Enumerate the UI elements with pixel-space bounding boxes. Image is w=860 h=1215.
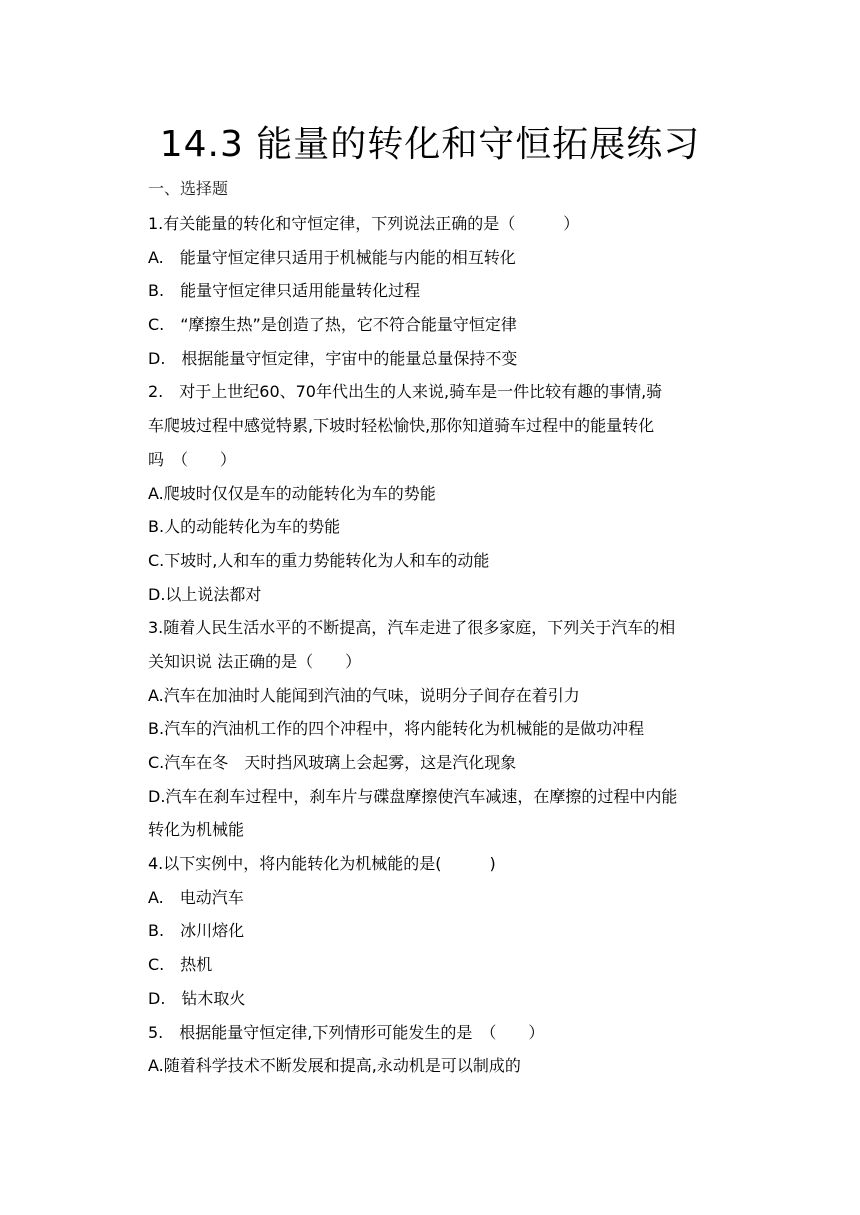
question-3-option-c: C.汽车在冬 天时挡风玻璃上会起雾，这是汽化现象 <box>148 753 517 772</box>
question-1-option-d: D. 根据能量守恒定律，宇宙中的能量总量保持不变 <box>148 348 518 368</box>
question-3-option-a: A.汽车在加油时人能闻到汽油的气味，说明分子间存在着引力 <box>148 685 580 705</box>
question-4-option-b: B. 冰川熔化 <box>148 921 245 941</box>
question-3-option-b: B.汽车的汽油机工作的四个冲程中，将内能转化为机械能的是做功冲程 <box>148 719 645 739</box>
question-3-option-d-line-2: 转化为机械能 <box>148 820 245 840</box>
question-2-option-a: A.爬坡时仅仅是车的动能转化为车的势能 <box>148 483 436 503</box>
question-3-stem-line-2: 关知识说 法正确的是（ ） <box>148 651 362 671</box>
question-4-option-d: D. 钻木取火 <box>148 988 246 1008</box>
question-body <box>148 207 718 1083</box>
question-2-stem-line-3: 吗 （ ） <box>148 449 237 469</box>
section-heading: 一、选择题 <box>148 179 229 198</box>
question-2-option-d: D.以上说法都对 <box>148 584 262 604</box>
question-3-option-d-line-1: D.汽车在刹车过程中，刹车片与碟盘摩擦使汽车减速，在摩擦的过程中内能 <box>148 786 678 806</box>
question-5-stem: 5. 根据能量守恒定律,下列情形可能发生的是 （ ） <box>148 1022 545 1042</box>
question-2-stem-line-1: 2. 对于上世纪60、70年代出生的人来说,骑车是一件比较有趣的事情,骑 <box>148 382 663 402</box>
question-1-option-c: C. “摩擦生热”是创造了热，它不符合能量守恒定律 <box>148 315 517 335</box>
page-title: 14.3 能量的转化和守恒拓展练习 <box>159 124 701 165</box>
question-4-option-c: C. 热机 <box>148 955 213 975</box>
question-2-option-c: C.下坡时,人和车的重力势能转化为人和车的动能 <box>148 550 490 570</box>
question-3-stem-line-1: 3.随着人民生活水平的不断提高，汽车走进了很多家庭，下列关于汽车的相 <box>148 618 676 638</box>
question-4-option-a: A. 电动汽车 <box>148 887 244 907</box>
question-1-stem: 1.有关能量的转化和守恒定律，下列说法正确的是（ ） <box>148 214 580 233</box>
question-1-option-a: A. 能量守恒定律只适用于机械能与内能的相互转化 <box>148 247 516 267</box>
question-1-option-b: B. 能量守恒定律只适用能量转化过程 <box>148 281 421 301</box>
question-4-stem: 4.以下实例中，将内能转化为机械能的是( ) <box>148 854 496 874</box>
question-5-option-a: A.随着科学技术不断发展和提高,永动机是可以制成的 <box>148 1056 521 1076</box>
question-2-stem-line-2: 车爬坡过程中感觉特累,下坡时轻松愉快,那你知道骑车过程中的能量转化 <box>148 416 655 436</box>
question-2-option-b: B.人的动能转化为车的势能 <box>148 517 341 537</box>
